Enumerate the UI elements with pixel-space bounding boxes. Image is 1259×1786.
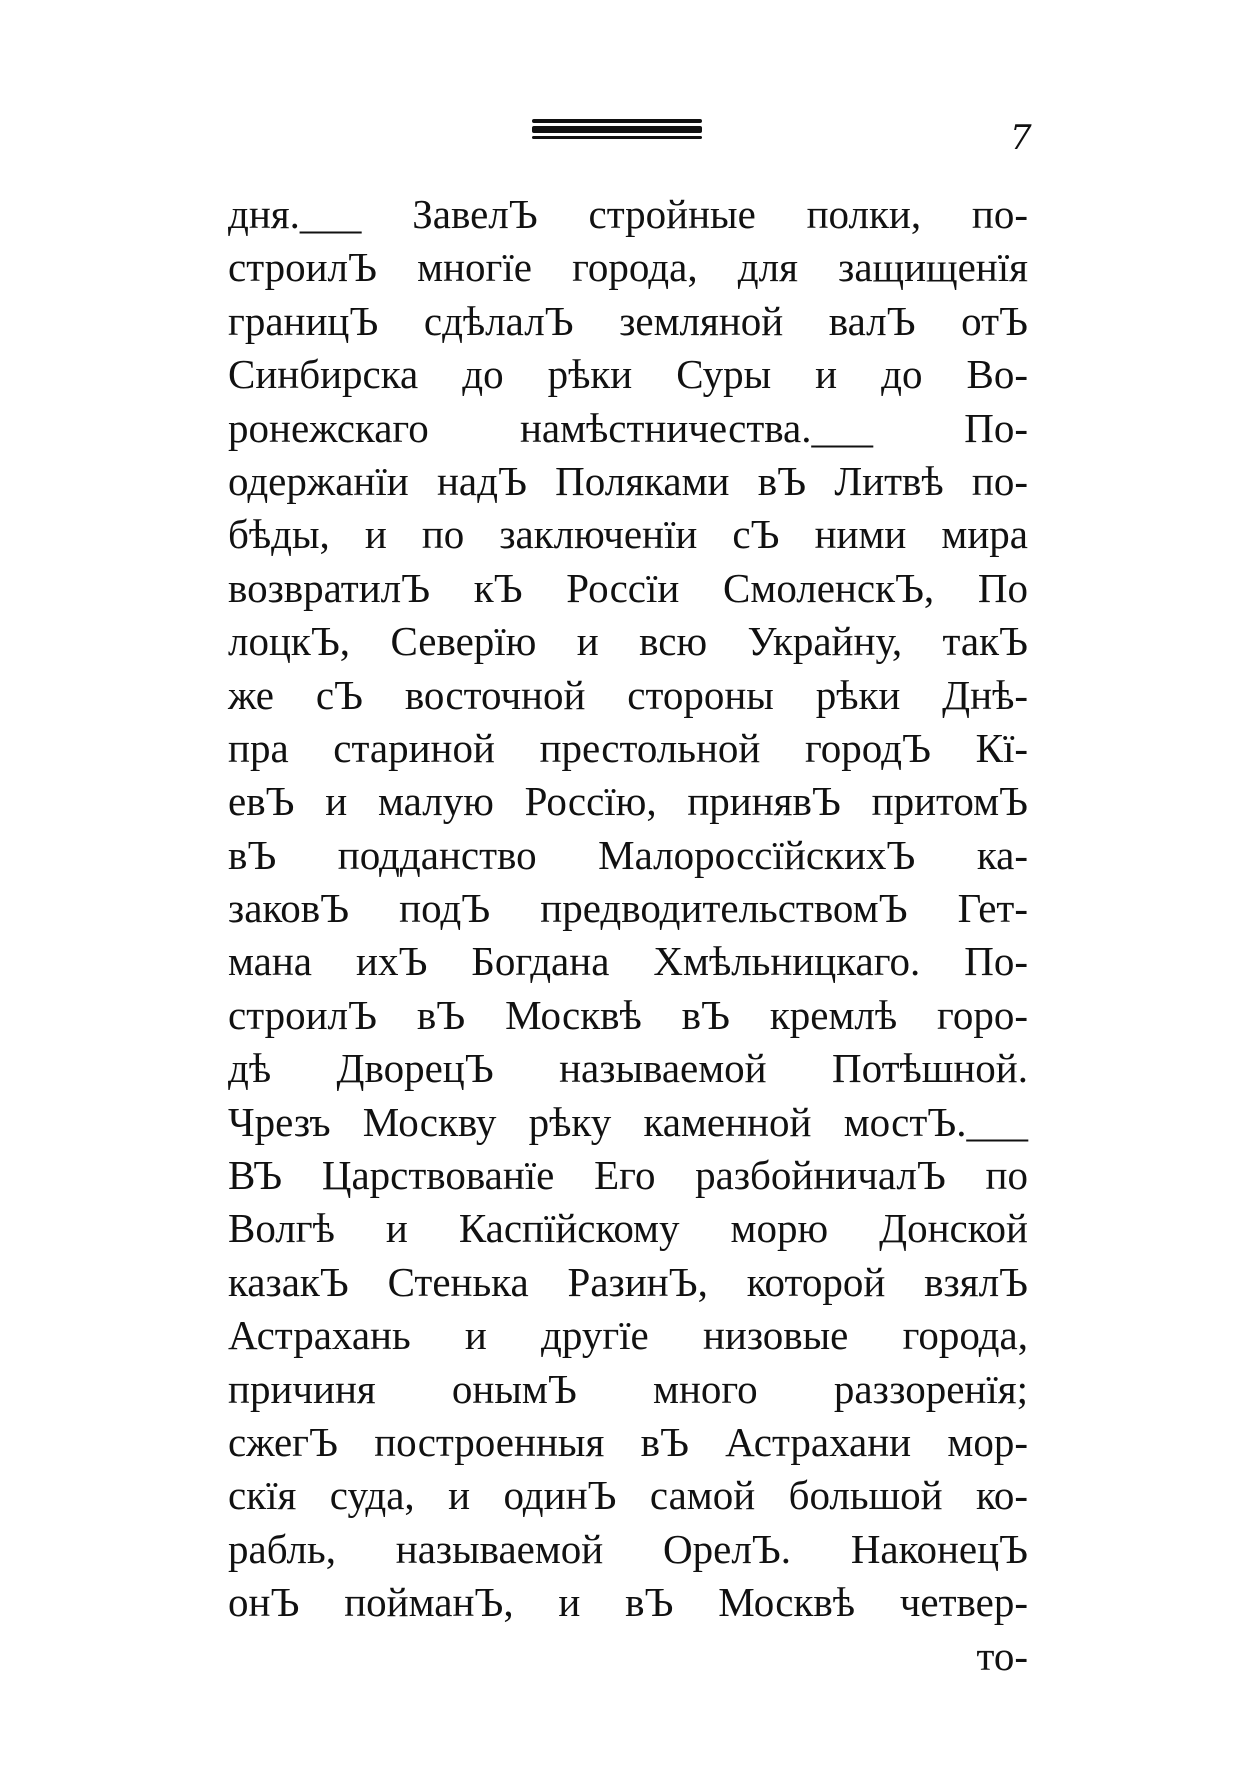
text-line: ронежскаго намѣстничества.___ По- bbox=[228, 404, 1028, 451]
text-line: заковЪ подЪ предводительствомЪ Гет- bbox=[228, 885, 1028, 932]
text-line: строилЪ многїе города, для защищенїя bbox=[228, 244, 1028, 291]
text-line: пра стариной престольной городЪ Кї- bbox=[228, 724, 1028, 771]
text-line: сжегЪ построенныя вЪ Астрахани мор- bbox=[228, 1418, 1028, 1465]
text-line: одержанїи надЪ Поляками вЪ Литвѣ по- bbox=[228, 457, 1028, 504]
text-line: лоцкЪ, Северїю и всю Украйну, такЪ bbox=[228, 618, 1028, 665]
text-line: мана ихЪ Богдана Хмѣльницкаго. По- bbox=[228, 938, 1028, 985]
text-line: же сЪ восточной стороны рѣки Днѣ- bbox=[228, 671, 1028, 718]
text-line: ВЪ Царствованїе Его разбойничалЪ по bbox=[228, 1152, 1028, 1199]
text-line: рабль, называемой ОрелЪ. НаконецЪ bbox=[228, 1525, 1028, 1572]
body-text bbox=[228, 188, 1028, 1683]
text-line: причиня онымЪ много раззоренїя; bbox=[228, 1365, 1028, 1412]
text-line: Волгѣ и Каспїйскому морю Донской bbox=[228, 1205, 1028, 1252]
catchword: то- bbox=[976, 1632, 1028, 1679]
text-line: строилЪ вЪ Москвѣ вЪ кремлѣ горо- bbox=[228, 991, 1028, 1038]
text-line: дня.___ ЗавелЪ стройные полки, по- bbox=[228, 191, 1028, 237]
text-line: евЪ и малую Россїю, принявЪ притомЪ bbox=[228, 778, 1028, 825]
text-line: дѣ ДворецЪ называемой Потѣшной. bbox=[228, 1045, 1028, 1092]
page-number: 7 bbox=[1010, 118, 1032, 158]
header-rule-line bbox=[532, 136, 702, 139]
text-line: казакЪ Стенька РазинЪ, которой взялЪ bbox=[228, 1258, 1028, 1305]
text-line: Астрахань и другїе низовые города, bbox=[228, 1312, 1028, 1359]
text-line: возвратилЪ кЪ Россїи СмоленскЪ, По bbox=[228, 564, 1028, 611]
text-line: Чрезъ Москву рѣку каменной мостЪ.___ bbox=[228, 1098, 1028, 1145]
text-line: бѣды, и по заключенїи сЪ ними мира bbox=[228, 511, 1028, 558]
header-rule-ornament bbox=[532, 119, 702, 141]
header-rule-line bbox=[532, 126, 702, 133]
text-line: Синбирска до рѣки Суры и до Во- bbox=[228, 351, 1028, 398]
text-line: вЪ подданство МалороссїйскихЪ ка- bbox=[228, 831, 1028, 878]
text-line: онЪ пойманЪ, и вЪ Москвѣ четвер- bbox=[228, 1579, 1028, 1626]
text-line: скїя суда, и одинЪ самой большой ко- bbox=[228, 1472, 1028, 1519]
header-rule-line bbox=[532, 119, 702, 123]
text-line: границЪ сдѣлалЪ земляной валЪ отЪ bbox=[228, 297, 1028, 344]
